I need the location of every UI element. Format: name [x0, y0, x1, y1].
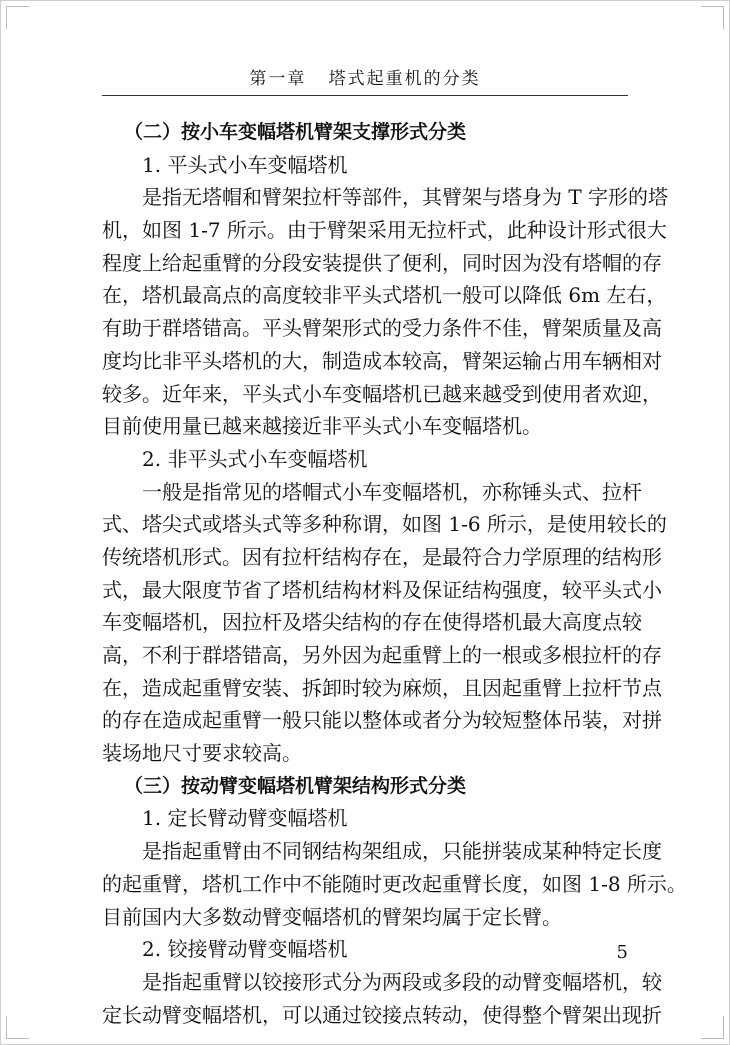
subsection-title: 1. 定长臂动臂变幅塔机 [142, 806, 348, 831]
subsection-title: 1. 平头式小车变幅塔机 [142, 152, 348, 177]
paragraph-line: 目前使用量已越来越接近非平头式小车变幅塔机。 [102, 414, 542, 439]
paragraph-line: 目前国内大多数动臂变幅塔机的臂架均属于定长臂。 [102, 904, 562, 929]
crop-mark-top-left [6, 6, 29, 29]
header-rule [102, 95, 628, 96]
paragraph-line: 的起重臂，塔机工作中不能随时更改起重臂长度，如图 1-8 所示。 [102, 871, 687, 896]
paragraph-line: 高，不利于群塔错高，另外因为起重臂上的一根或多根拉杆的存 [102, 643, 662, 667]
paragraph-line: 车变幅塔机，因拉杆及塔尖结构的存在使得塔机最大高度点较 [102, 610, 642, 635]
paragraph-line: 式，最大限度节省了塔机结构材料及保证结构强度，较平头式小 [102, 577, 662, 602]
crop-mark-top-right [701, 6, 724, 29]
paragraph-line: 程度上给起重臂的分段安装提供了便利，同时因为没有塔帽的存 [102, 250, 662, 275]
paragraph-line: 度均比非平头塔机的大，制造成本较高，臂架运输占用车辆相对 [102, 348, 662, 373]
paragraph-line: 是指起重臂以铰接形式分为两段或多段的动臂变幅塔机，较 [142, 969, 662, 994]
paragraph-line: 机，如图 1-7 所示。由于臂架采用无拉杆式，此种设计形式很大 [102, 218, 667, 243]
paragraph-line: 式、塔尖式或塔头式等多种称谓，如图 1-6 所示，是使用较长的 [102, 512, 667, 537]
paragraph-line: 传统塔机形式。因有拉杆结构存在，是最符合力学原理的结构形 [102, 544, 662, 569]
paragraph-line: 较多。近年来，平头式小车变幅塔机已越来越受到使用者欢迎， [102, 381, 662, 406]
paragraph-line: 在，造成起重臂安装、拆卸时较为麻烦，且因起重臂上拉杆节点 [102, 675, 662, 700]
page-body [102, 116, 687, 1031]
paragraph-line: 一般是指常见的塔帽式小车变幅塔机，亦称锤头式、拉杆 [142, 479, 642, 504]
running-head: 第一章 塔式起重机的分类 [249, 69, 481, 89]
paragraph-line: 在，塔机最高点的高度较非平头式塔机一般可以降低 6m 左右， [102, 283, 667, 308]
subsection-title: 2. 铰接臂动臂变幅塔机 [142, 937, 348, 962]
paragraph-line: 定长动臂变幅塔机，可以通过铰接点转动，使得整个臂架出现折 [102, 1002, 662, 1027]
paragraph-line: 是指无塔帽和臂架拉杆等部件，其臂架与塔身为 T 字形的塔 [142, 185, 669, 210]
paragraph-line: 的存在造成起重臂一般只能以整体或者分为较短整体吊装，对拼 [102, 708, 662, 733]
crop-mark-bottom-right [701, 1016, 724, 1039]
section-heading: （二）按小车变幅塔机臂架支撑形式分类 [124, 121, 467, 143]
crop-mark-bottom-left [6, 1016, 29, 1039]
paragraph-line: 装场地尺寸要求较高。 [102, 741, 302, 766]
page-number: 5 [616, 942, 628, 963]
paragraph-line: 有助于群塔错高。平头臂架形式的受力条件不佳，臂架质量及高 [102, 316, 662, 341]
section-heading: （三）按动臂变幅塔机臂架结构形式分类 [124, 774, 467, 797]
subsection-title: 2. 非平头式小车变幅塔机 [142, 446, 368, 471]
paragraph-line: 是指起重臂由不同钢结构架组成，只能拼装成某种特定长度 [142, 839, 662, 864]
